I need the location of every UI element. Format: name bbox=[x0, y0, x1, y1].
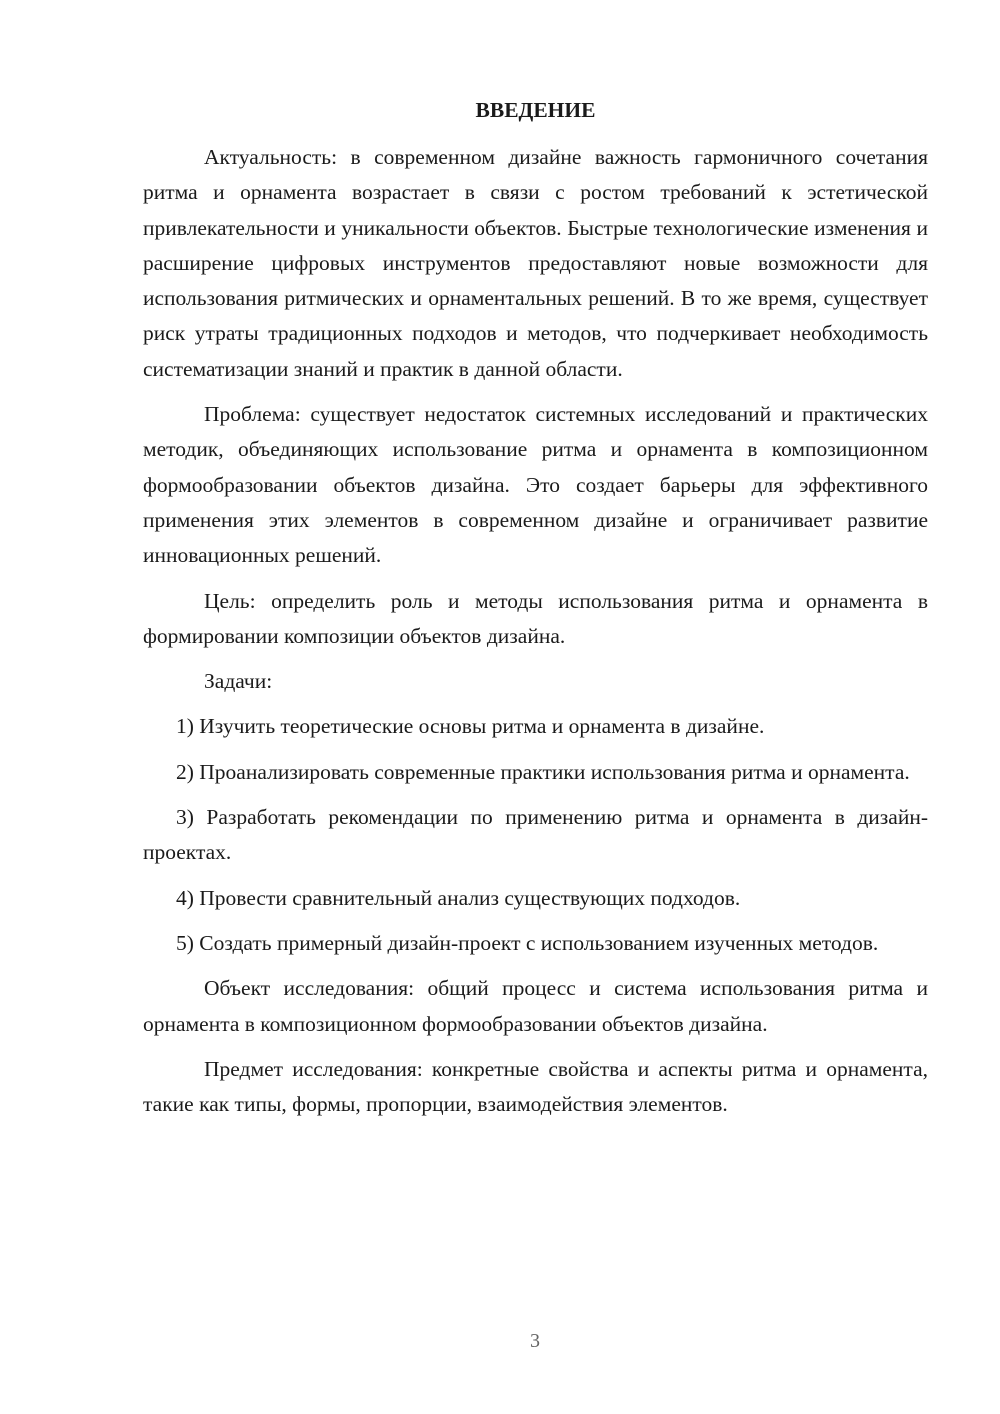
task-item-1: 1) Изучить теоретические основы ритма и орнамента в дизайне. bbox=[176, 714, 765, 739]
document-page bbox=[143, 92, 928, 1132]
task-item-3: 3) Разработать рекомендации по применению ритма и орнамента в дизайн-проектах. bbox=[143, 805, 928, 865]
task-item-5: 5) Создать примерный дизайн-проект с использованием изученных методов. bbox=[176, 930, 879, 955]
paragraph-tasks-heading: Задачи: bbox=[204, 669, 273, 694]
task-item-2: 2) Проанализировать современные практики использования ритма и орнамента. bbox=[176, 759, 910, 784]
paragraph-relevance: Актуальность: в современном дизайне важность гармоничного сочетания ритма и орнамента возрастает в связи с ростом требований к эстетической привлекательности и уникальности объектов. Быстрые технологические изменения и расширение цифровых инструментов предоставляют новые возможности для использования ритмических и орнаментальных решений. В то же время, существует риск утраты традиционных подходов и методов, что подчеркивает необходимость систематизации знаний и практик в данной области. bbox=[143, 145, 928, 381]
section-title: ВВЕДЕНИЕ bbox=[475, 98, 596, 122]
paragraph-goal: Цель: определить роль и методы использования ритма и орнамента в формировании композиции объектов дизайна. bbox=[143, 588, 928, 648]
task-item-4: 4) Провести сравнительный анализ существующих подходов. bbox=[176, 885, 741, 910]
paragraph-object: Объект исследования: общий процесс и система использования ритма и орнамента в композиционном формообразовании объектов дизайна. bbox=[143, 976, 928, 1036]
paragraph-subject: Предмет исследования: конкретные свойства и аспекты ритма и орнамента, такие как типы, формы, пропорции, взаимодействия элементов. bbox=[143, 1056, 928, 1117]
page-number: 3 bbox=[530, 1330, 540, 1352]
paragraph-problem: Проблема: существует недостаток системных исследований и практических методик, объединяющих использование ритма и орнамента в композиционном формообразовании объектов дизайна. Это создает барьеры для эффективного применения этих элементов в современном дизайне и ограничивает развитие инновационных решений. bbox=[143, 402, 928, 568]
